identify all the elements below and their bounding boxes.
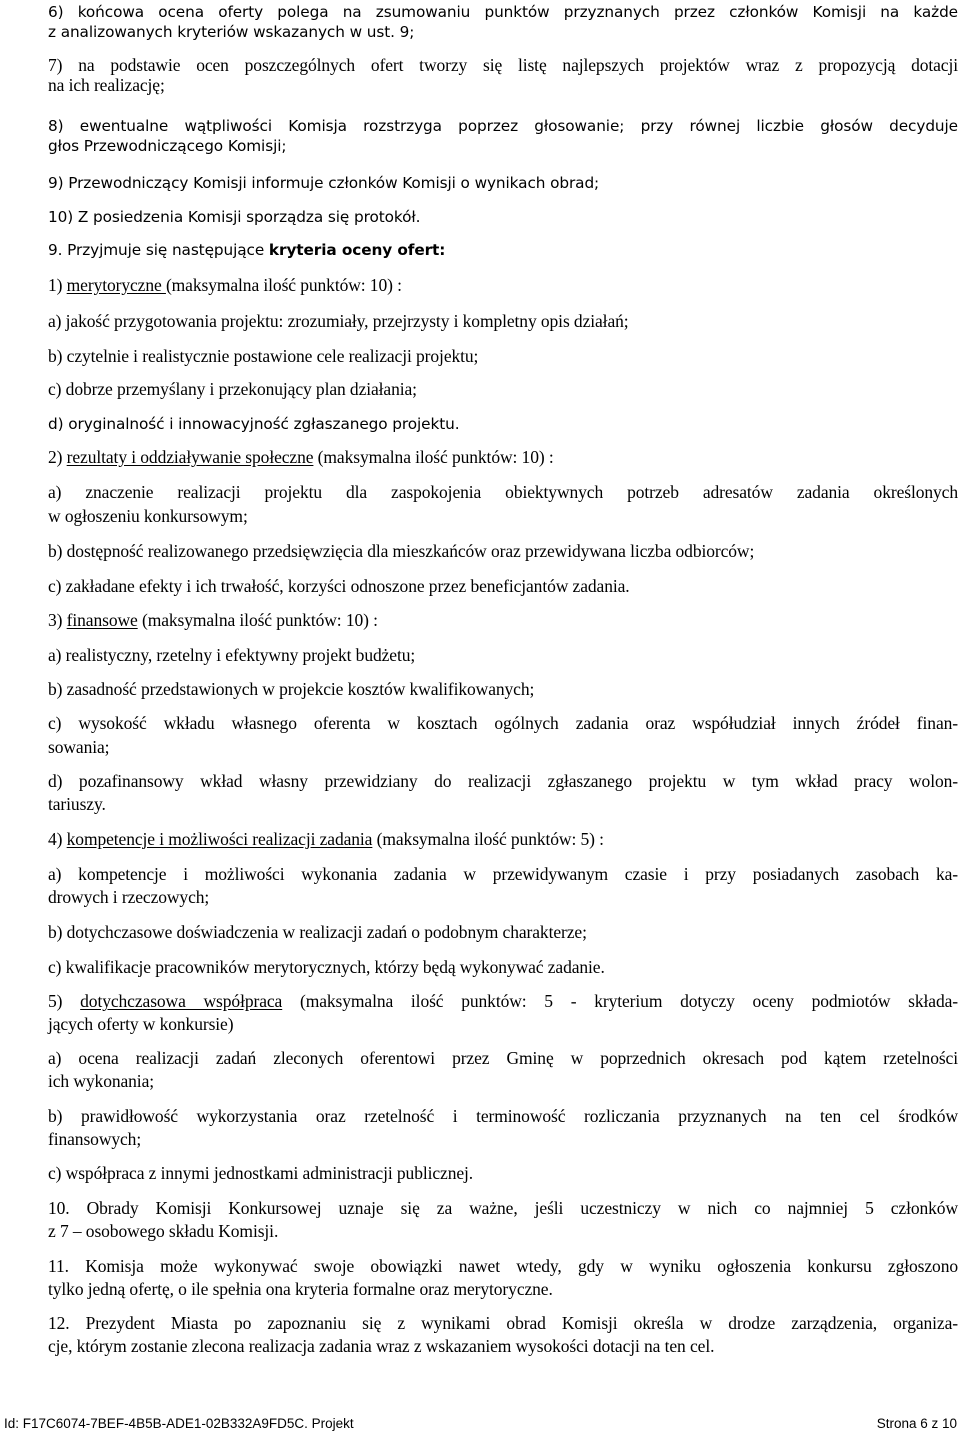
text-line: na ich realizację; bbox=[48, 75, 165, 95]
list-item: d) oryginalność i innowacyjność zgłaszanego projektu. bbox=[48, 415, 460, 433]
list-item: a) ocena realizacji zadań zleconych oferentowi przez Gminę w poprzednich okresach pod kątem rzetelności bbox=[48, 1048, 958, 1068]
list-item: jących oferty w konkursie) bbox=[48, 1014, 234, 1034]
paragraph-line: cje, którym zostanie zlecona realizacja zadania wraz z wskazaniem wysokości dotacji na ten cel. bbox=[48, 1336, 715, 1356]
criterion-heading: 4) kompetencje i możliwości realizacji zadania (maksymalna ilość punktów: 5) : bbox=[48, 829, 604, 849]
list-item: c) współpraca z innymi jednostkami administracji publicznej. bbox=[48, 1163, 474, 1183]
list-item: c) zakładane efekty i ich trwałość, korzyści odnoszone przez beneficjantów zadania. bbox=[48, 576, 630, 596]
section-heading: 9. Przyjmuje się następujące kryteria oceny ofert: bbox=[48, 241, 446, 259]
list-item: d) pozafinansowy wkład własny przewidziany do realizacji zgłaszanego projektu w tym wkład pracy wolon- bbox=[48, 771, 958, 791]
text-line: 6) końcowa ocena oferty polega na zsumowaniu punktów przyznanych przez członków Komisji na każde bbox=[48, 3, 958, 21]
list-item: b) dostępność realizowanego przedsięwzięcia dla mieszkańców oraz przewidywana liczba odbiorców; bbox=[48, 541, 755, 561]
list-item: b) prawidłowość wykorzystania oraz rzetelność i terminowość rozliczania przyznanych na ten cel środków bbox=[48, 1106, 958, 1126]
list-item: c) dobrze przemyślany i przekonujący plan działania; bbox=[48, 379, 417, 399]
paragraph-line: 11. Komisja może wykonywać swoje obowiązki nawet wtedy, gdy w wyniku ogłoszenia konkursu zgłoszono bbox=[48, 1256, 958, 1276]
list-item: sowania; bbox=[48, 737, 110, 757]
paragraph-line: z 7 – osobowego składu Komisji. bbox=[48, 1221, 279, 1241]
paragraph-line: tylko jedną ofertę, o ile spełnia ona kryteria formalne oraz merytoryczne. bbox=[48, 1279, 553, 1299]
list-item: tariuszy. bbox=[48, 794, 106, 814]
criterion-heading: 1) merytoryczne (maksymalna ilość punktów: 10) : bbox=[48, 275, 402, 295]
list-item: a) jakość przygotowania projektu: zrozumiały, przejrzysty i kompletny opis działań; bbox=[48, 311, 629, 331]
list-item: a) realistyczny, rzetelny i efektywny projekt budżetu; bbox=[48, 645, 416, 665]
paragraph-line: 10. Obrady Komisji Konkursowej uznaje się za ważne, jeśli uczestniczy w nich co najmniej 5 członków bbox=[48, 1198, 958, 1218]
criterion-heading: 5) dotychczasowa współpraca (maksymalna ilość punktów: 5 - kryterium dotyczy oceny podmiotów składa- bbox=[48, 991, 959, 1011]
text-line: 10) Z posiedzenia Komisji sporządza się protokół. bbox=[48, 208, 421, 226]
text-line: 9) Przewodniczący Komisji informuje członków Komisji o wynikach obrad; bbox=[48, 174, 600, 192]
list-item: c) kwalifikacje pracowników merytorycznych, którzy będą wykonywać zadanie. bbox=[48, 957, 605, 977]
text-line: 8) ewentualne wątpliwości Komisja rozstrzyga poprzez głosowanie; przy równej liczbie głosów decyduje bbox=[48, 117, 958, 135]
list-item: w ogłoszeniu konkursowym; bbox=[48, 506, 248, 526]
document-id: Id: F17C6074-7BEF-4B5B-ADE1-02B332A9FD5C. Projekt bbox=[4, 1416, 354, 1431]
text-line: 7) na podstawie ocen poszczególnych ofert tworzy się listę najlepszych projektów wraz z propozycją dotacji bbox=[48, 55, 958, 75]
text-line: z analizowanych kryteriów wskazanych w ust. 9; bbox=[48, 23, 415, 41]
page-number: Strona 6 z 10 bbox=[876, 1416, 957, 1431]
list-item: a) znaczenie realizacji projektu dla zaspokojenia obiektywnych potrzeb adresatów zadania określonych bbox=[48, 482, 958, 502]
list-item: b) czytelnie i realistycznie postawione cele realizacji projektu; bbox=[48, 346, 479, 366]
list-item: a) kompetencje i możliwości wykonania zadania w przewidywanym czasie i przy posiadanych zasobach ka- bbox=[48, 864, 958, 884]
text-line: głos Przewodniczącego Komisji; bbox=[48, 137, 287, 155]
list-item: b) zasadność przedstawionych w projekcie kosztów kwalifikowanych; bbox=[48, 679, 535, 699]
list-item: b) dotychczasowe doświadczenia w realizacji zadań o podobnym charakterze; bbox=[48, 922, 587, 942]
paragraph-line: 12. Prezydent Miasta po zapoznaniu się z wynikami obrad Komisji określa w drodze zarządzenia, organiza- bbox=[48, 1313, 958, 1333]
criterion-heading: 3) finansowe (maksymalna ilość punktów: 10) : bbox=[48, 610, 378, 630]
list-item: c) wysokość wkładu własnego oferenta w kosztach ogólnych zadania oraz współudział innych źródeł finan- bbox=[48, 713, 958, 733]
criterion-heading: 2) rezultaty i oddziaływanie społeczne (maksymalna ilość punktów: 10) : bbox=[48, 447, 554, 467]
list-item: ich wykonania; bbox=[48, 1071, 155, 1091]
list-item: finansowych; bbox=[48, 1129, 142, 1149]
list-item: drowych i rzeczowych; bbox=[48, 887, 210, 907]
